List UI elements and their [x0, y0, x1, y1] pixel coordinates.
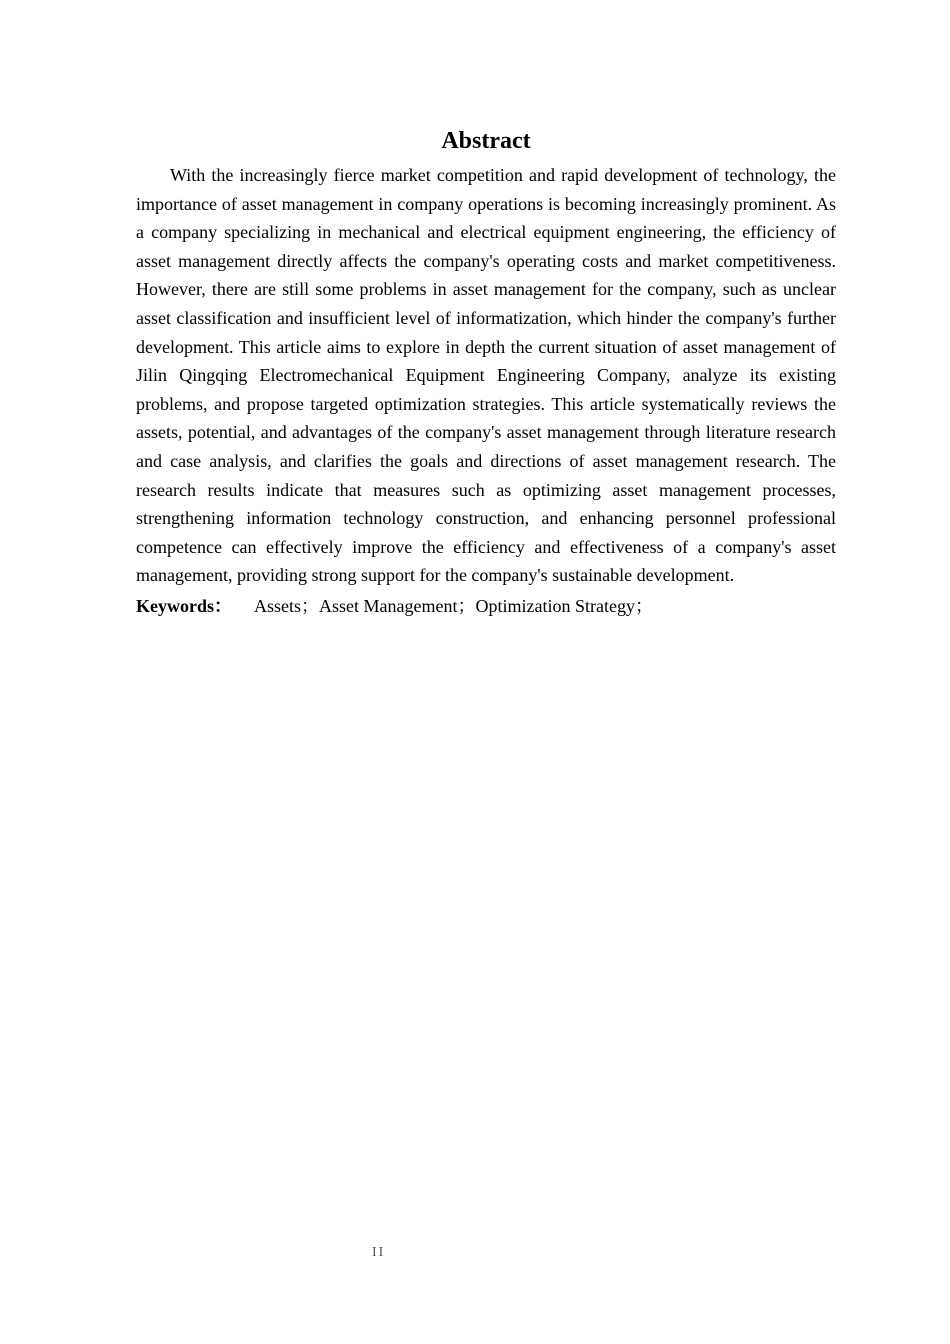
keywords-values: Assets；Asset Management；Optimization Strategy； [254, 595, 653, 616]
keywords-label: Keywords： [136, 595, 232, 616]
keywords-line [136, 592, 836, 620]
abstract-section [136, 124, 836, 620]
page-number: II [372, 1245, 386, 1260]
page-title: Abstract [441, 128, 531, 154]
abstract-body: With the increasingly fierce market competition and rapid development of technology, the importance of asset management in company operations is becoming increasingly prominent. As a company specializing in mechanical and electrical equipment engineering, the efficiency of asset management directly affects the company's operating costs and market competitiveness. However, there are still some problems in asset management for the company, such as unclear asset classification and insufficient level of informatization, which hinder the company's further development. This article aims to explore in depth the current situation of asset management of Jilin Qingqing Electromechanical Equipment Engineering Company, analyze its existing problems, and propose targeted optimization strategies. This article systematically reviews the assets, potential, and advantages of the company's asset management through literature research and case analysis, and clarifies the goals and directions of asset management research. The research results indicate that measures such as optimizing asset management processes, strengthening information technology construction, and enhancing personnel professional competence can effectively improve the efficiency and effectiveness of a company's asset management, providing strong support for the company's sustainable development. [136, 165, 836, 586]
